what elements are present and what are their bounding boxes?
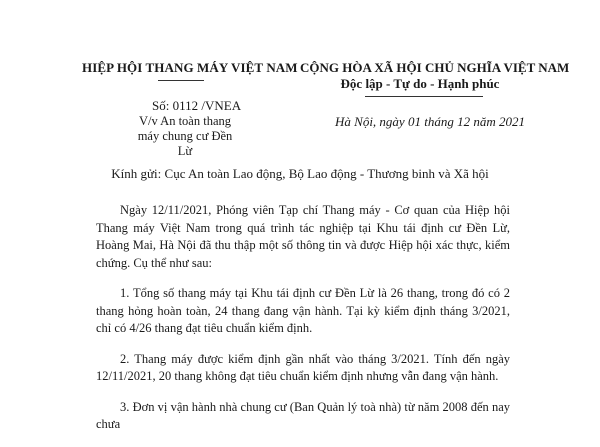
document-subject: V/v An toàn thang máy chung cư Đền Lừ — [137, 114, 233, 158]
place-and-date: Hà Nội, ngày 01 tháng 12 năm 2021 — [335, 114, 525, 129]
organization-underline — [158, 80, 204, 81]
body-paragraph-1: 1. Tổng số thang máy tại Khu tái định cư Đền Lừ là 26 thang, trong đó có 2 thang hỏng hoàn toàn, 24 thang đang vận hành. Tại kỳ kiểm định tháng 3/2021, chỉ có 4/26 thang đạt tiêu chuẩn kiểm định. — [96, 286, 510, 335]
body-paragraph-3: 3. Đơn vị vận hành nhà chung cư (Ban Quản lý toà nhà) từ năm 2008 đến nay chưa — [96, 399, 510, 431]
letter-body — [96, 202, 510, 447]
recipient-line: Kính gửi: Cục An toàn Lao động, Bộ Lao động - Thương binh và Xã hội — [111, 166, 489, 181]
motto-underline — [365, 96, 483, 97]
document-number: Số: 0112 /VNEA — [152, 98, 242, 113]
body-paragraph-2: 2. Thang máy được kiểm định gần nhất vào tháng 3/2021. Tính đến ngày 12/11/2021, 20 thang không đạt tiêu chuẩn kiểm định nhưng vẫn đang vận hành. — [96, 351, 510, 383]
national-motto: Độc lập - Tự do - Hạnh phúc — [340, 76, 500, 91]
national-title: CỘNG HÒA XÃ HỘI CHỦ NGHĨA VIỆT NAM — [300, 60, 570, 75]
organization-name: HIỆP HỘI THANG MÁY VIỆT NAM — [82, 60, 298, 75]
body-paragraph-intro: Ngày 12/11/2021, Phóng viên Tạp chí Thang máy - Cơ quan của Hiệp hội Thang máy Việt Nam trong quá trình tác nghiệp tại Khu tái định cư Đền Lừ, Hoàng Mai, Hà Nội đã thu thập một số thông tin và được Hiệp hội xác thực, kiểm chứng. Cụ thể như sau: — [96, 203, 510, 270]
